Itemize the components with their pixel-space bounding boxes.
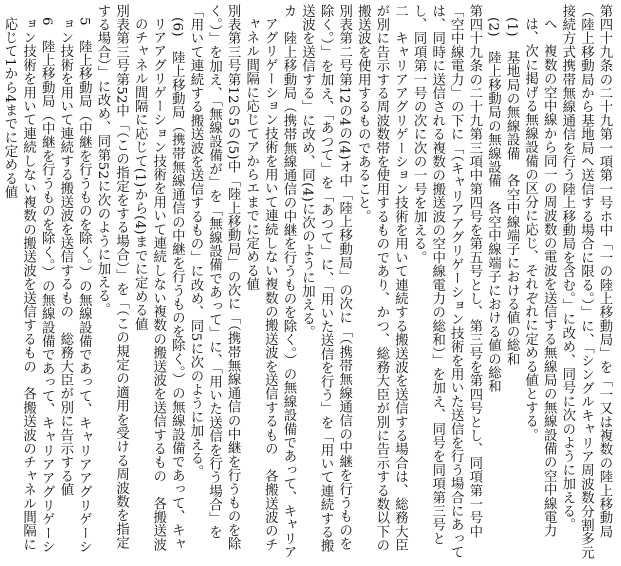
paragraph-article-amendment-2: 第四十九条の二十九第三項中第四号を第五号とし、第三号を第四号とし、同項第一号中「空中線電力」の下に「（キャリアアグリゲーション技術を用いた送信を行う場合にあっては、同時に送信される複数の搬送波の空中線電力の総和）」を加え、同号を同項第三号とし、同項第一号の次に次の一号を加える。	[411, 4, 482, 559]
paragraph-item-2: 二 キャリアアグリゲーション技術を用いて連続する搬送波を送信する場合は、総務大臣が別に告示する周波数帯を使用するものであり、かつ、総務大臣が別に告示する数以下の搬送波を使用するものであること。	[355, 4, 408, 552]
paragraph-item-he: へ 複数の空中線から同一の周波数の電波を送信する無線局の無線設備の空中線電力は、次に掲げる無線設備の区分に応じ、それぞれに定める値とする。	[522, 17, 557, 538]
paragraph-subitem-6: (6) 陸上移動局（携帯無線通信の中継を行うものを除く。）の無線設備であって、キャリアアグリゲーション技術を用いて連続しない複数の搬送波を送信するもの 各搬送波のチャネル間隔に応じて(1)から(4)までに定める値	[132, 17, 185, 552]
paragraph-annex2-amendment: 別表第二号第12の4の(4)オ中「陸上移動局」の次に「（携帯無線通信の中継を行うものを除く。）」を加え、「あつて」を「あつて」に、「用いた送信を行う」を「用いて連続する搬送波を送信する」に改め、同(4)に次のように加える。	[299, 4, 352, 553]
paragraph-item-5: 5 陸上移動局（中継を行うものを除く。）の無線設備であって、キャリアアグリゲーション技術を用いて連続する搬送波を送信するもの 総務大臣が別に告示する値	[57, 17, 92, 554]
paragraph-subitem-2: (2) 陸上移動局の無線設備 各空中線端子における値の総和	[485, 17, 501, 394]
paragraph-item-ka: カ 陸上移動局（携帯無線通信の中継を行うものを除く。）の無線設備であって、キャリアアグリゲーション技術を用いて連続しない複数の搬送波を送信するもの 各搬送波のチャネル間隔に応じてアからエまでに定める値	[243, 4, 296, 559]
paragraph-subitem-1: (1) 基地局の無線設備 各空中線端子における値の総和	[504, 17, 520, 366]
paragraph-annex3-amendment-1: 別表第三号第12の5の(5)中「陸上移動局」の次に「（携帯無線通信の中継を行うものを除く。）」を加え、「無線設備が」を「無線設備であって」に、「用いた送信を行う場合」を「用いて連続する搬送波を送信するもの」に改め、同5に次のように加える。	[187, 4, 241, 551]
vertical-text-body	[0, 4, 613, 560]
paragraph-item-6: 6 陸上移動局（中継を行うものを除く。）の無線設備であって、キャリアアグリゲーション技術を用いて連続しない複数の搬送波を送信するもの 各搬送波のチャネル間隔に応じて1から4までに定める値	[2, 17, 55, 554]
paragraph-article-amendment-1: 第四十九条の二十九第一項第一号ホ中「一の陸上移動局」を「一又は複数の陸上移動局（陸上移動局から基地局へ送信する場合に限る。）」に、「シングルキャリア周波数分割多元接続方式携帯無線通信を行う陸上移動局を含む。」に改め、同号に次のように加える。	[559, 4, 612, 560]
paragraph-annex3-amendment-2: 別表第三号第52中「（この指定をする場合）」を「（この規定の適用を受ける周波数を指定する場合）」に改め、同第52に次のように加える。	[94, 4, 129, 550]
